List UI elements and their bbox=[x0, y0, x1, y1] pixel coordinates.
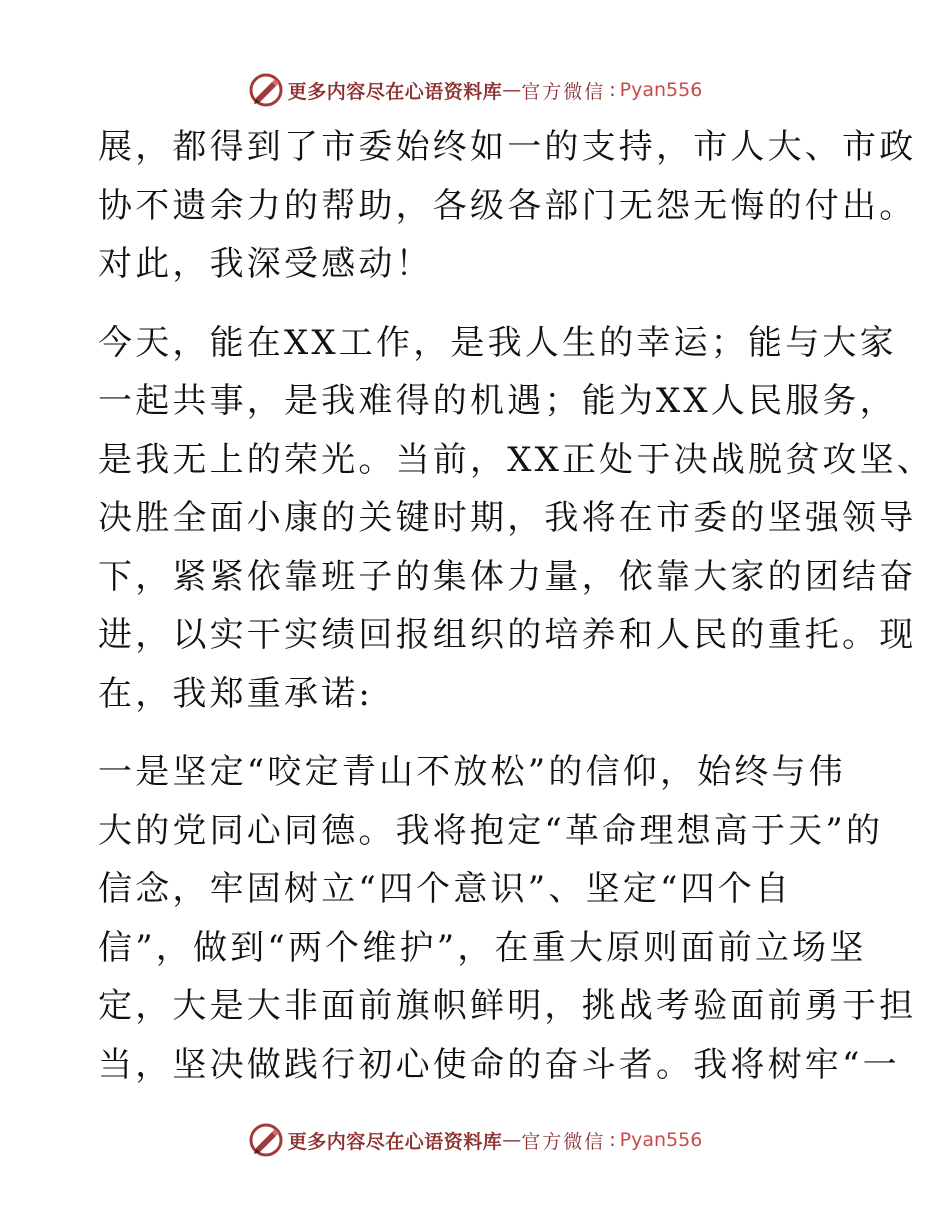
footer-banner bbox=[0, 1120, 950, 1160]
text-line: 在，我郑重承诺: bbox=[98, 673, 374, 714]
banner-dash: — bbox=[502, 1129, 522, 1151]
text-line: 一起共事，是我难得的机遇；能为XX人民服务， bbox=[98, 381, 897, 421]
header-banner bbox=[0, 70, 950, 110]
text-line: 当，坚决做践行初心使命的奋斗者。我将树牢“一 bbox=[98, 1044, 900, 1085]
banner-separator: : bbox=[609, 1129, 616, 1151]
banner-site-text: 更多内容尽在心语资料库 bbox=[287, 1130, 503, 1153]
pen-logo-icon bbox=[248, 72, 284, 108]
banner-wechat-handle: Pyan556 bbox=[619, 79, 703, 101]
text-line: 决胜全面小康的关键时期，我将在市委的坚强领导 bbox=[98, 498, 917, 538]
paragraph bbox=[98, 314, 935, 724]
text-line: 一是坚定“咬定青山不放松”的信仰，始终与伟 bbox=[98, 752, 846, 792]
banner-official-text: 官方微信 bbox=[521, 1130, 606, 1153]
text-line: 信”，做到“两个维护”，在重大原则面前立场坚 bbox=[98, 927, 867, 968]
paragraph bbox=[98, 118, 917, 294]
text-line: 信念，牢固树立“四个意识”、坚定“四个自 bbox=[98, 869, 793, 909]
text-line: 对此，我深受感动！ bbox=[98, 244, 433, 284]
paragraph bbox=[98, 743, 917, 1094]
banner-site-text: 更多内容尽在心语资料库 bbox=[287, 80, 503, 103]
document-body bbox=[98, 118, 935, 1094]
text-line: 下，紧紧依靠班子的集体力量，依靠大家的团结奋 bbox=[98, 556, 917, 597]
pen-logo-icon bbox=[248, 1122, 284, 1158]
banner-wechat-handle: Pyan556 bbox=[619, 1129, 703, 1151]
banner-official-text: 官方微信 bbox=[521, 80, 606, 103]
text-line: 大的党同心同德。我将抱定“革命理想高于天”的 bbox=[98, 810, 884, 851]
text-line: 展，都得到了市委始终如一的支持，市人大、市政 bbox=[98, 127, 917, 167]
banner-dash: — bbox=[502, 79, 522, 101]
text-line: 定，大是大非面前旗帜鲜明，挑战考验面前勇于担 bbox=[98, 986, 917, 1026]
text-line: 今天，能在XX工作，是我人生的幸运；能与大家 bbox=[98, 322, 897, 363]
text-line: 进，以实干实绩回报组织的培养和人民的重托。现 bbox=[98, 615, 917, 655]
text-line: 是我无上的荣光。当前，XX正处于决战脱贫攻坚、 bbox=[98, 439, 935, 480]
text-line: 协不遗余力的帮助，各级各部门无怨无悔的付出。 bbox=[98, 185, 917, 226]
banner-separator: : bbox=[609, 79, 616, 101]
